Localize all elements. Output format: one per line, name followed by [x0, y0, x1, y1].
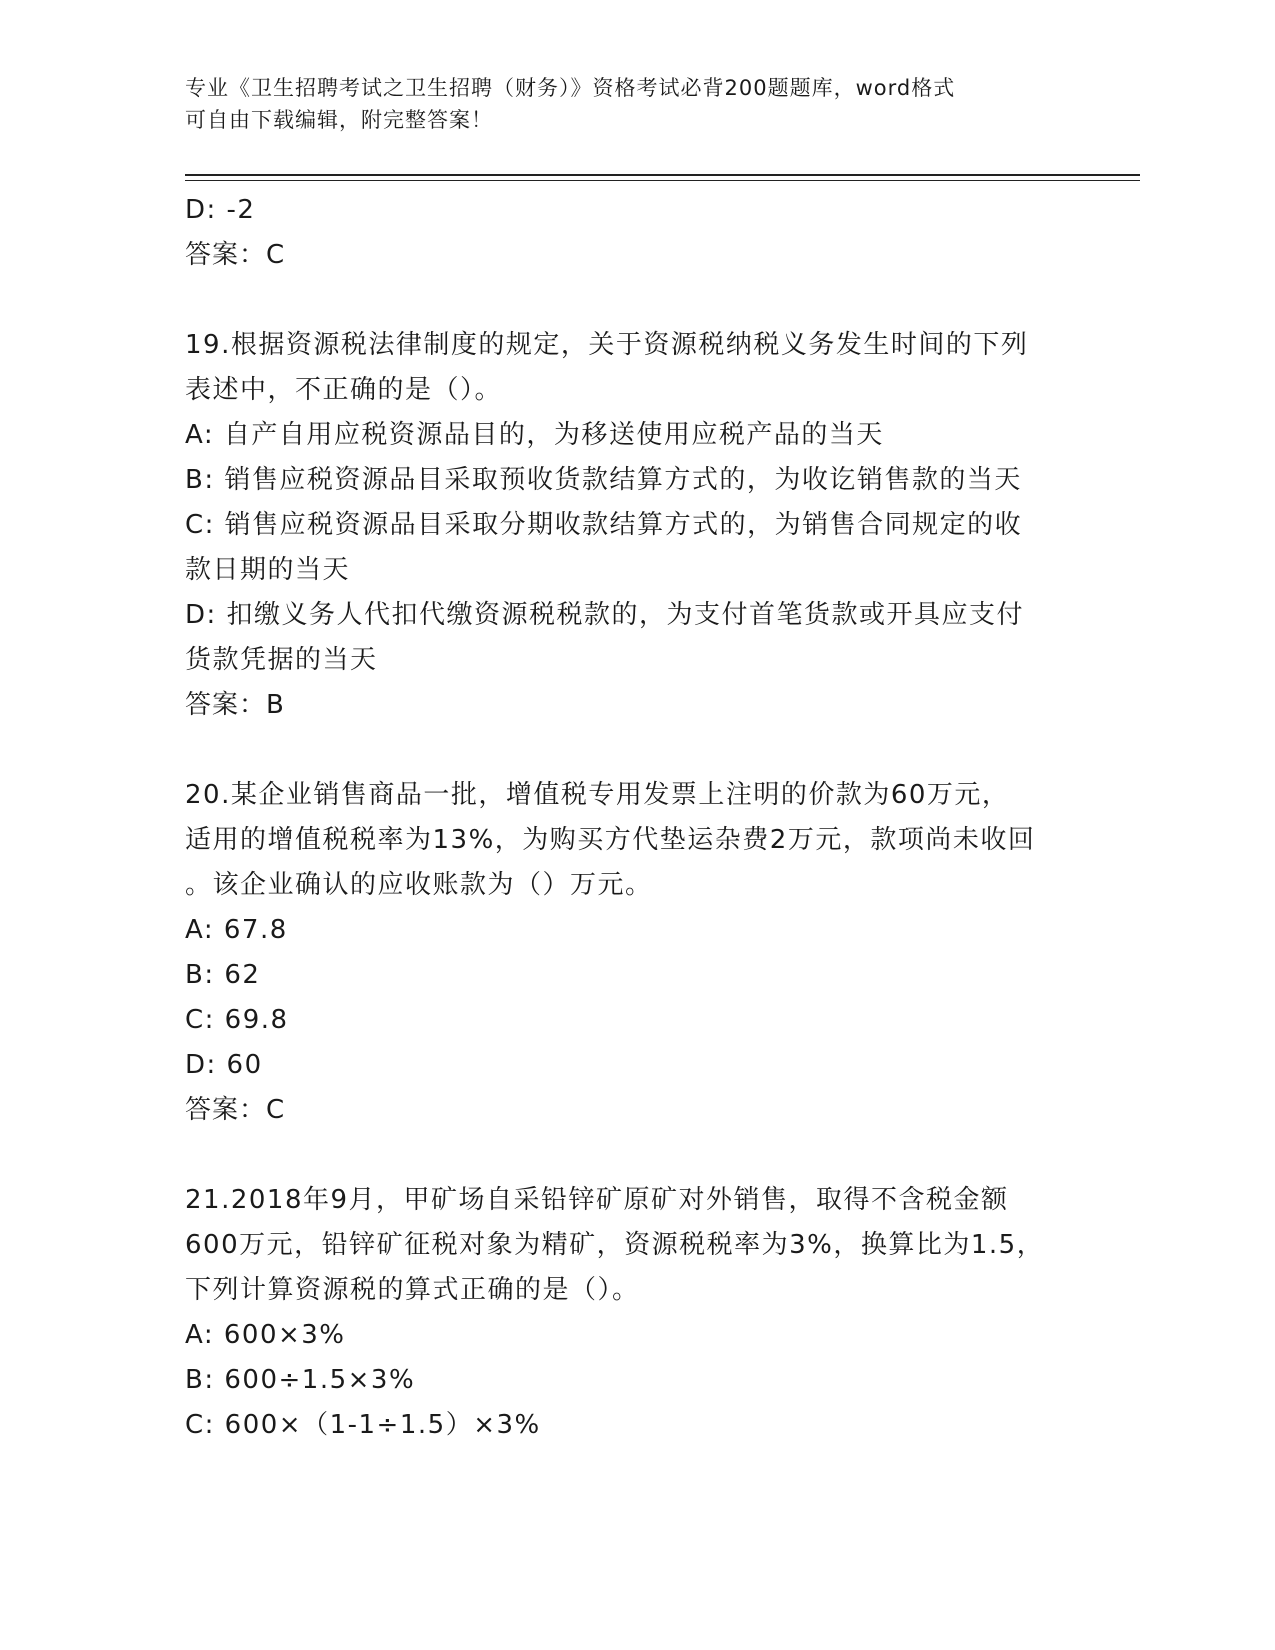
question-stem: 下列计算资源税的算式正确的是（）。 [185, 1275, 640, 1305]
option-d: D: 60 [185, 1050, 263, 1080]
answer-line: 答案：C [185, 1095, 286, 1125]
header-divider-thick [185, 174, 1140, 176]
header-line-1: 专业《卫生招聘考试之卫生招聘（财务）》资格考试必背200题题库，word格式 [185, 76, 956, 100]
header-line-2: 可自由下载编辑，附完整答案！ [185, 108, 493, 132]
question-stem: 适用的增值税税率为13%，为购买方代垫运杂费2万元，款项尚未收回 [185, 825, 1036, 855]
option-b: B: 600÷1.5×3% [185, 1365, 416, 1395]
option-c-continued: 款日期的当天 [185, 555, 351, 585]
option-c: C: 69.8 [185, 1005, 289, 1035]
option-a: A: 自产自用应税资源品目的，为移送使用应税产品的当天 [185, 420, 884, 450]
option-c: C: 销售应税资源品目采取分期收款结算方式的，为销售合同规定的收 [185, 510, 1023, 540]
document-header [185, 72, 1065, 136]
question-21 [185, 1178, 1085, 1448]
option-d-continued: 货款凭据的当天 [185, 645, 378, 675]
question-20 [185, 773, 1085, 1133]
question-stem: 表述中，不正确的是（）。 [185, 375, 503, 405]
question-stem: 21.2018年9月，甲矿场自采铅锌矿原矿对外销售，取得不含税金额 [185, 1185, 1009, 1215]
option-c: C: 600×（1-1÷1.5）×3% [185, 1410, 541, 1440]
option-b: B: 62 [185, 960, 261, 990]
header-divider-thin [185, 180, 1140, 181]
answer-line: 答案：B [185, 690, 285, 720]
question-stem: 600万元，铅锌矿征税对象为精矿，资源税税率为3%，换算比为1.5， [185, 1230, 1045, 1260]
spacer [185, 278, 1085, 323]
spacer [185, 1133, 1085, 1178]
option-a: A: 600×3% [185, 1320, 346, 1350]
answer-line: 答案：C [185, 240, 286, 270]
option-d: D: 扣缴义务人代扣代缴资源税税款的，为支付首笔货款或开具应支付 [185, 600, 1025, 630]
option-d: D: -2 [185, 195, 256, 225]
question-19 [185, 323, 1085, 728]
spacer [185, 728, 1085, 773]
question-stem: 20.某企业销售商品一批，增值税专用发票上注明的价款为60万元， [185, 780, 1010, 810]
question-stem: 。该企业确认的应收账款为（）万元。 [185, 870, 653, 900]
option-b: B: 销售应税资源品目采取预收货款结算方式的，为收讫销售款的当天 [185, 465, 1022, 495]
document-body [185, 188, 1085, 1448]
previous-question-tail [185, 188, 1085, 278]
option-a: A: 67.8 [185, 915, 288, 945]
question-stem: 19.根据资源税法律制度的规定，关于资源税纳税义务发生时间的下列 [185, 330, 1029, 360]
